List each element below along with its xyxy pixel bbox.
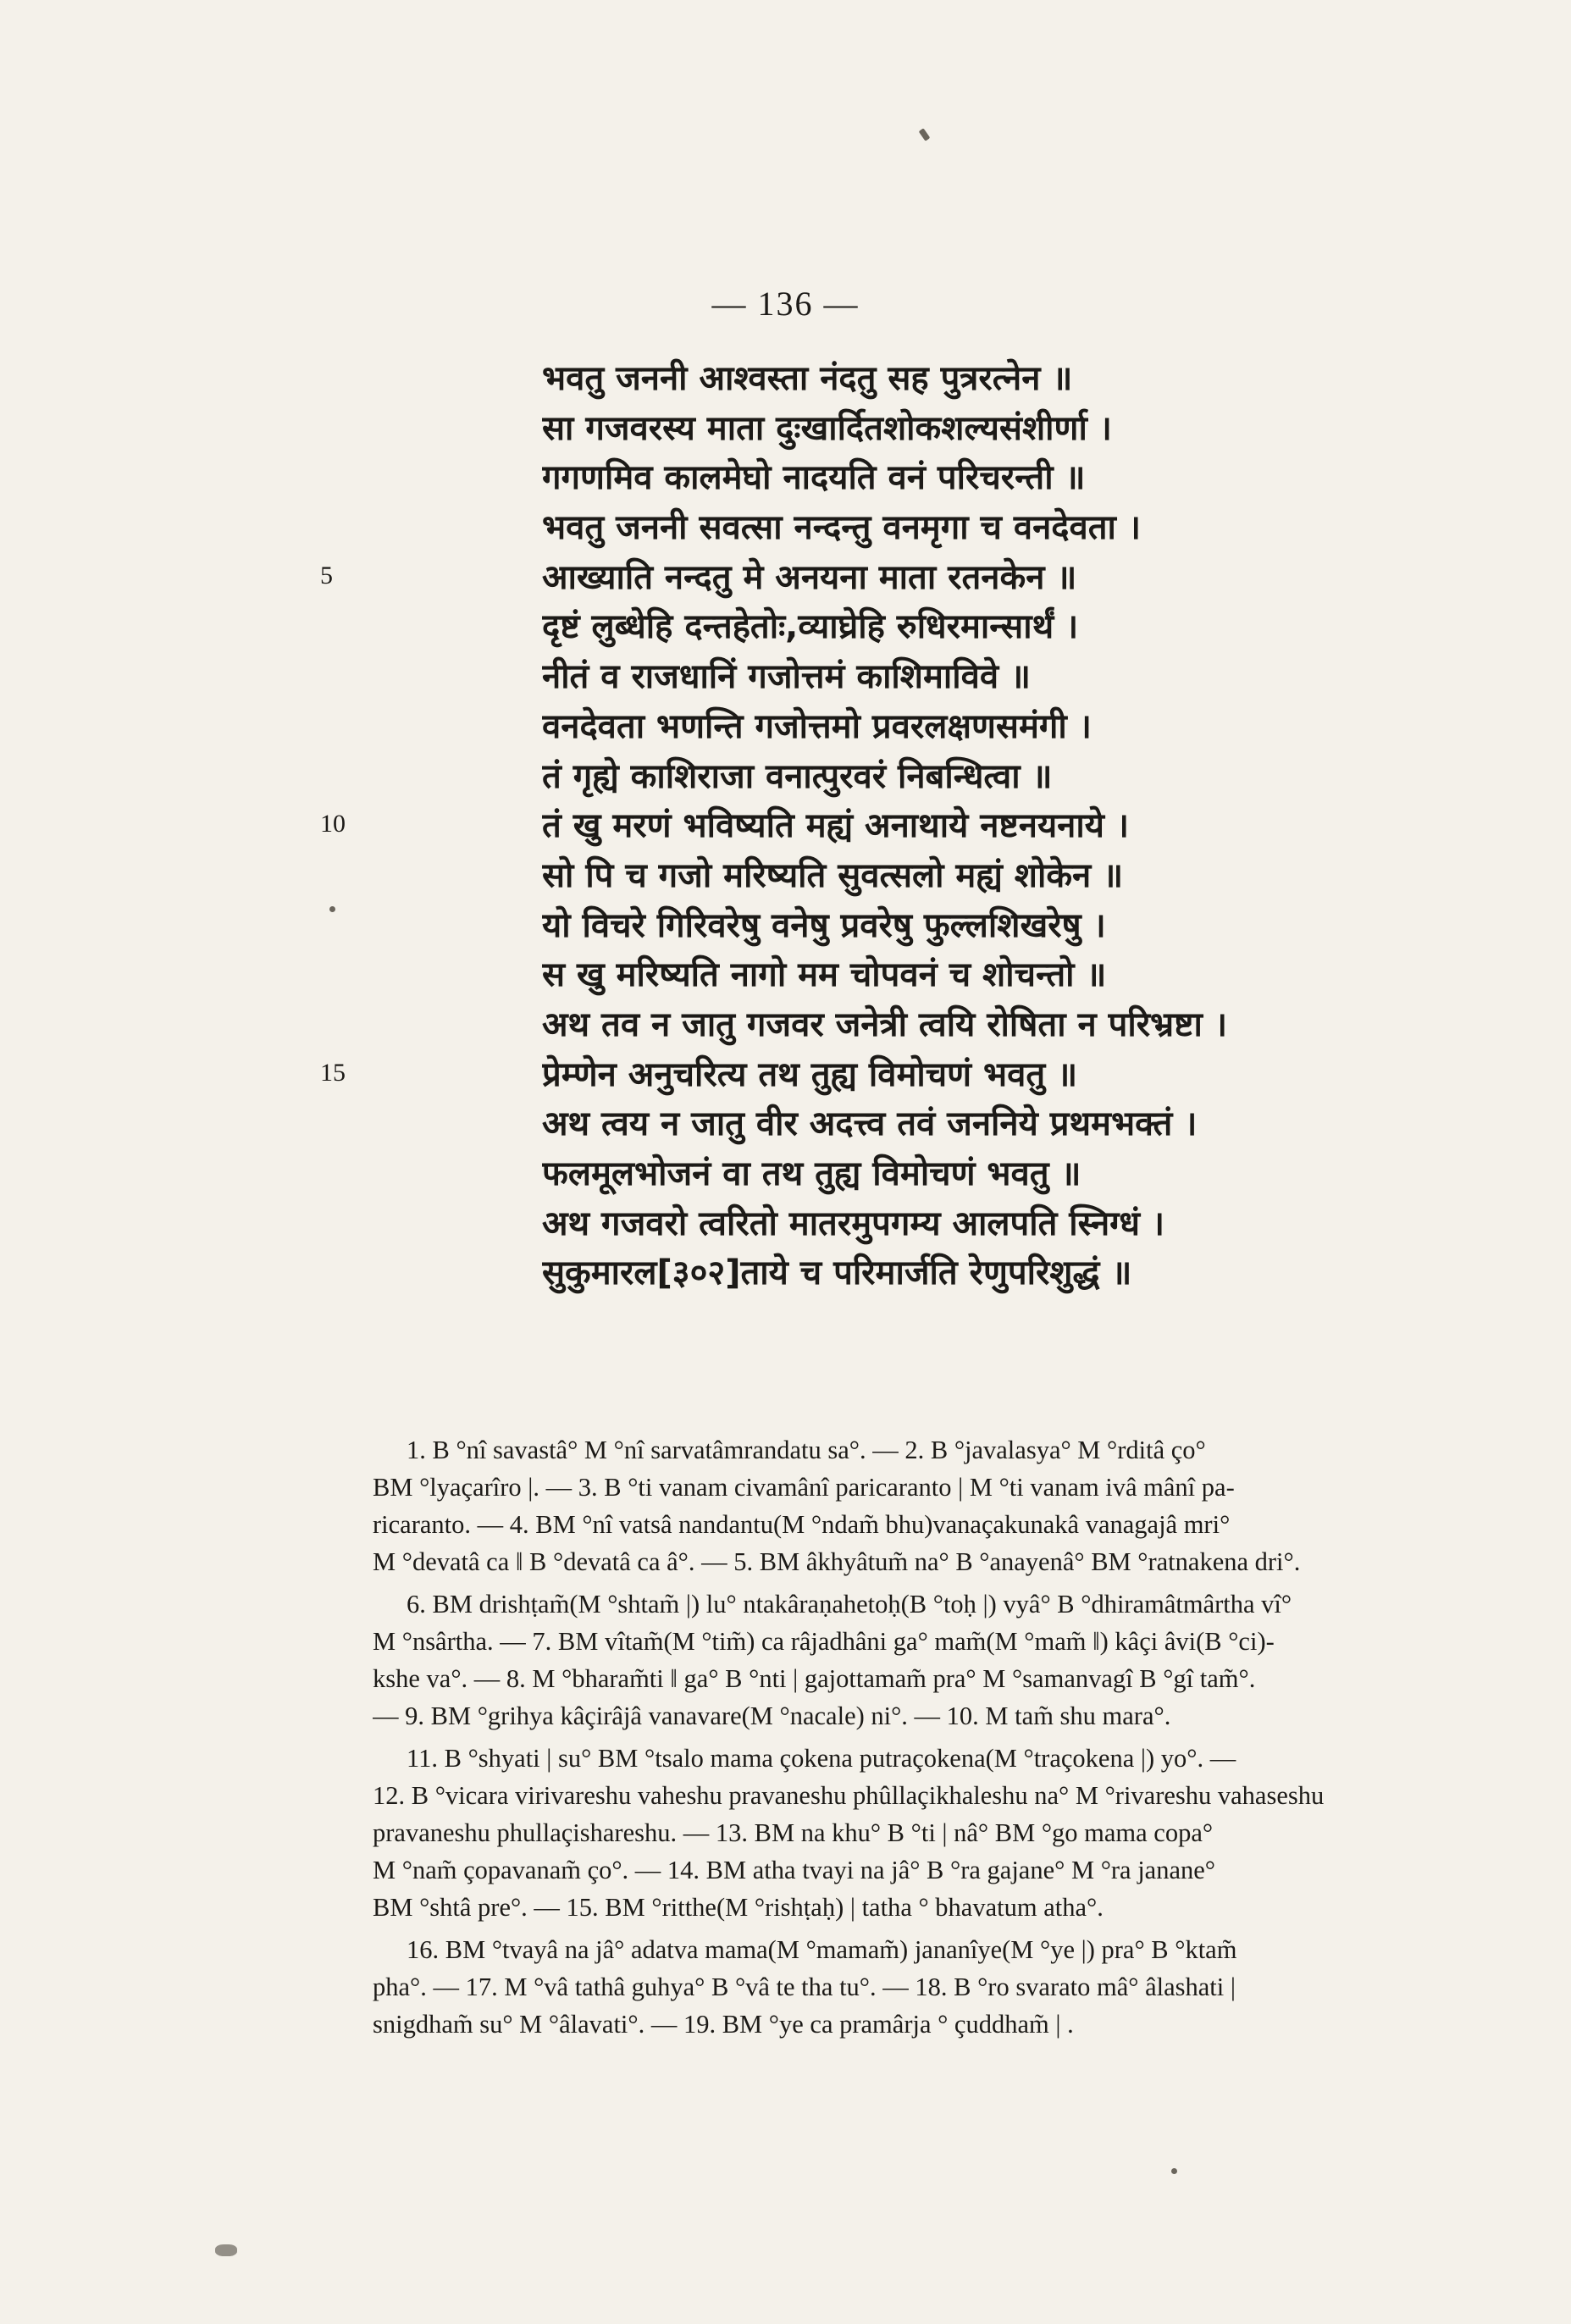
verse-line: प्रेम्णेन अनुचरित्य तथ तुह्य विमोचणं भवतु ॥ bbox=[542, 1054, 1078, 1094]
footnote-line: 12. B °vicara virivareshu vaheshu pravaneshu phûllaçikhaleshu na° M °rivareshu vahaseshu bbox=[373, 1781, 1325, 1810]
stray-mark bbox=[1171, 2168, 1177, 2174]
verse-line: भवतु जननी आश्वस्ता नंदतु सह पुत्ररत्नेन ॥ bbox=[542, 359, 1073, 398]
footnote-line: pravaneshu phullaçishareshu. — 13. BM na khu° B °ti | nâ° BM °go mama copa° bbox=[373, 1818, 1214, 1847]
verse-line: सा गजवरस्य माता दुःखार्दितशोकशल्यसंशीर्णा । bbox=[542, 408, 1112, 448]
verse-line: तं गृह्ये काशिराजा वनात्पुरवरं निबन्धित्वा ॥ bbox=[542, 756, 1053, 796]
stray-mark bbox=[919, 128, 931, 141]
verse-line: नीतं व राजधानिं गजोत्तमं काशिमाविवे ॥ bbox=[542, 657, 1031, 697]
stray-mark bbox=[215, 2244, 237, 2256]
verse-line: भवतु जननी सवत्सा नन्दन्तु वनमृगा च वनदेवता । bbox=[542, 508, 1141, 548]
footnote-line: M °devatâ ca ‖ B °devatâ ca â°. — 5. BM âkhyâtum̃ na° B °anayenâ° BM °ratnakena dri°. bbox=[373, 1547, 1301, 1576]
footnote-line: 1. B °nî savastâ° M °nî sarvatâmrandatu sa°. — 2. B °javalasya° M °rditâ ço° bbox=[407, 1436, 1206, 1464]
verse-line: स खु मरिष्यति नागो मम चोपवनं च शोचन्तो ॥ bbox=[542, 955, 1107, 995]
verse-line: अथ गजवरो त्वरितो मातरमुपगम्य आलपति स्निग्धं । bbox=[542, 1204, 1165, 1243]
verse-line: यो विचरे गिरिवरेषु वनेषु प्रवरेषु फुल्लशिखरेषु । bbox=[542, 905, 1106, 945]
footnote-line: snigdham̃ su° M °âlavati°. — 19. BM °ye ca pramârja ° çuddham̃ | . bbox=[373, 2010, 1074, 2039]
footnote-line: M °nam̃ çopavanam̃ ço°. — 14. BM atha tvayi na jâ° B °ra gajane° M °ra janane° bbox=[373, 1856, 1215, 1884]
verse-line: सो पि च गजो मरिष्यति सुवत्सलो मह्यं शोकेन ॥ bbox=[542, 855, 1124, 895]
footnote-line: 16. BM °tvayâ na jâ° adatva mama(M °mamam̃) jananîye(M °ye |) pra° B °ktam̃ bbox=[407, 1935, 1237, 1964]
line-number: 15 bbox=[320, 1058, 346, 1087]
verse-line: सुकुमारल[३०२]ताये च परिमार्जति रेणुपरिशुद्धं ॥ bbox=[542, 1253, 1132, 1293]
page-number: — 136 — bbox=[711, 285, 860, 323]
verse-line: आख्याति नन्दतु मे अनयना माता रतनकेन ॥ bbox=[542, 557, 1077, 597]
footnote-line: — 9. BM °grihya kâçirâjâ vanavare(M °nacale) ni°. — 10. M tam̃ shu mara°. bbox=[373, 1702, 1171, 1730]
line-number: 10 bbox=[320, 810, 346, 838]
verse-line: अथ तव न जातु गजवर जनेत्री त्वयि रोषिता न परिभ्रष्टा । bbox=[542, 1004, 1227, 1044]
footnote-line: 6. BM drishṭam̃(M °shtam̃ |) lu° ntakâraṇahetoḥ(B °toḥ |) vyâ° B °dhiramâtmârtha vî° bbox=[407, 1590, 1292, 1618]
verse-line: वनदेवता भणन्ति गजोत्तमो प्रवरलक्षणसमंगी । bbox=[542, 706, 1092, 746]
footnote-line: kshe va°. — 8. M °bharam̃ti ‖ ga° B °nti | gajottamam̃ pra° M °samanvagî B °gî tam̃°. bbox=[373, 1664, 1256, 1693]
footnote-line: M °nsârtha. — 7. BM vîtam̃(M °tim̃) ca râjadhâni ga° mam̃(M °mam̃ ‖) kâçi âvi(B °ci)- bbox=[373, 1627, 1275, 1656]
verse-line: फलमूलभोजनं वा तथ तुह्य विमोचणं भवतु ॥ bbox=[542, 1154, 1081, 1193]
footnote-line: pha°. — 17. M °vâ tathâ guhya° B °vâ te tha tu°. — 18. B °ro svarato mâ° âlashati | bbox=[373, 1973, 1236, 2001]
footnote-line: BM °shtâ pre°. — 15. BM °ritthe(M °rishṭaḥ) | tatha ° bhavatum atha°. bbox=[373, 1893, 1104, 1922]
verse-line: तं खु मरणं भविष्यति मह्यं अनाथाये नष्टनयनाये । bbox=[542, 806, 1129, 846]
stray-mark bbox=[329, 906, 335, 912]
verse-line: गगणमिव कालमेघो नादयति वनं परिचरन्ती ॥ bbox=[542, 458, 1086, 498]
footnotes bbox=[373, 1431, 1558, 2043]
verse-block bbox=[542, 354, 1355, 1298]
footnote-line: ricaranto. — 4. BM °nî vatsâ nandantu(M °ndam̃ bhu)vanaçakunakâ vanagajâ mri° bbox=[373, 1510, 1231, 1539]
footnote-line: BM °lyaçarîro |. — 3. B °ti vanam civamânî paricaranto | M °ti vanam ivâ mânî pa- bbox=[373, 1473, 1235, 1502]
line-number: 5 bbox=[320, 561, 333, 589]
footnote-line: 11. B °shyati | su° BM °tsalo mama çokena putraçokena(M °traçokena |) yo°. — bbox=[407, 1744, 1236, 1773]
verse-line: दृष्टं लुब्धेहि दन्तहेतोः,व्याघ्रेहि रुधिरमान्सार्थं । bbox=[542, 607, 1079, 647]
verse-line: अथ त्वय न जातु वीर अदत्त्व तवं जननिये प्रथमभक्तं । bbox=[542, 1104, 1198, 1144]
